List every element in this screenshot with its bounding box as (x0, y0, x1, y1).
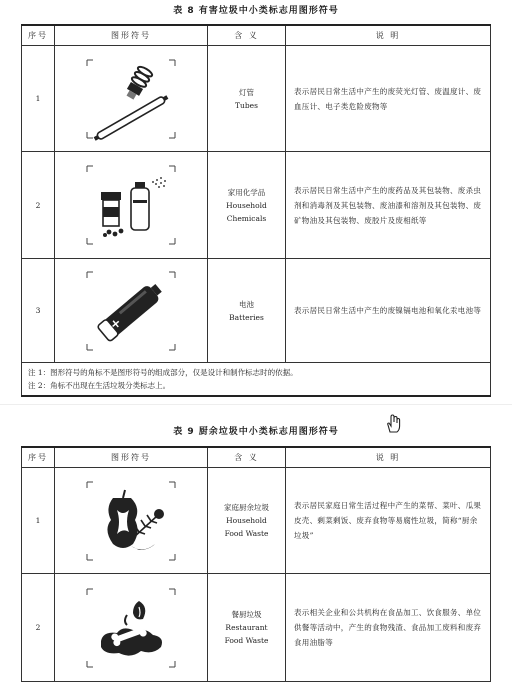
table-row (22, 259, 491, 363)
light-tube-icon (83, 56, 179, 142)
meaning-cn: 家用化学品 (227, 187, 266, 197)
symbol-cell (55, 152, 208, 259)
description-cell: 表示相关企业和公共机构在食品加工、饮食服务、单位供餐等活动中，产生的食物残渣、食品加工废料和废弃食用油脂等 (286, 574, 491, 682)
description-cell: 表示居民日常生活中产生的废镍镉电池和氧化汞电池等 (286, 259, 491, 363)
row-number: 1 (22, 46, 55, 152)
table8-caption: 表 8 有害垃圾中小类标志用图形符号 (173, 6, 339, 16)
household-chemicals-icon (83, 162, 179, 248)
header-num: 序号 (22, 25, 55, 46)
meaning-cell (208, 259, 286, 363)
symbol-cell (55, 468, 208, 574)
hand-cursor-icon (385, 414, 403, 434)
symbol-cell (55, 574, 208, 682)
row-number: 2 (22, 152, 55, 259)
meaning-en-1: Household (226, 516, 267, 525)
meaning-en: Household Chemicals (226, 200, 267, 223)
table-header-row (22, 25, 491, 46)
table-row (22, 574, 491, 682)
restaurant-food-waste-icon (83, 585, 179, 671)
notes-cell (22, 363, 491, 397)
page-separator (0, 404, 512, 405)
meaning-cell (208, 46, 286, 152)
header-symbol: 图形符号 (55, 447, 208, 468)
note-2: 注 2：角标不出现在生活垃圾分类标志上。 (28, 381, 171, 390)
header-num: 序号 (22, 447, 55, 468)
meaning-cn: 餐厨垃圾 (231, 610, 262, 619)
header-meaning: 含 义 (208, 447, 286, 468)
table-row (22, 152, 491, 259)
meaning-cn: 灯管 (239, 87, 254, 97)
meaning-en-2: Food Waste (224, 529, 269, 538)
household-food-waste-icon (83, 478, 179, 564)
note-1: 注 1：图形符号的角标不是图形符号的组成部分，仅是设计和制作标志时的依据。 (28, 368, 298, 377)
description-cell: 表示居民日常生活中产生的废药品及其包装物、废杀虫剂和消毒剂及其包装物、废油漆和溶剂及其包装物、废矿物油及其包装物、废胶片及废相纸等 (286, 152, 491, 259)
meaning-cn: 家庭厨余垃圾 (224, 503, 269, 512)
description-cell: 表示居民家庭日常生活过程中产生的菜帮、菜叶、瓜果皮壳、剩菜剩饭、废弃食物等易腐性垃圾，简称“厨余垃圾” (286, 468, 491, 574)
meaning-en-1: Restaurant (225, 623, 268, 632)
table-header-row (22, 447, 491, 468)
notes-row (22, 363, 491, 397)
symbol-cell (55, 46, 208, 152)
meaning-en: Batteries (229, 312, 264, 322)
description-cell: 表示居民日常生活中产生的废荧光灯管、废温度计、废血压计、电子类危险废物等 (286, 46, 491, 152)
table8 (21, 24, 491, 397)
meaning-en-2: Food Waste (224, 636, 269, 645)
row-number: 3 (22, 259, 55, 363)
meaning-cell (208, 152, 286, 259)
table-row (22, 46, 491, 152)
row-number: 2 (22, 574, 55, 682)
table9 (21, 446, 491, 682)
battery-icon (83, 268, 179, 354)
meaning-cn: 电池 (239, 299, 254, 309)
table-row (22, 468, 491, 574)
header-description: 说 明 (286, 447, 491, 468)
meaning-cell (208, 468, 286, 574)
row-number: 1 (22, 468, 55, 574)
header-symbol: 图形符号 (55, 25, 208, 46)
meaning-en: Tubes (235, 100, 258, 110)
header-meaning: 含 义 (208, 25, 286, 46)
meaning-cell (208, 574, 286, 682)
symbol-cell (55, 259, 208, 363)
table9-caption: 表 9 厨余垃圾中小类标志用图形符号 (173, 427, 339, 437)
header-description: 说 明 (286, 25, 491, 46)
